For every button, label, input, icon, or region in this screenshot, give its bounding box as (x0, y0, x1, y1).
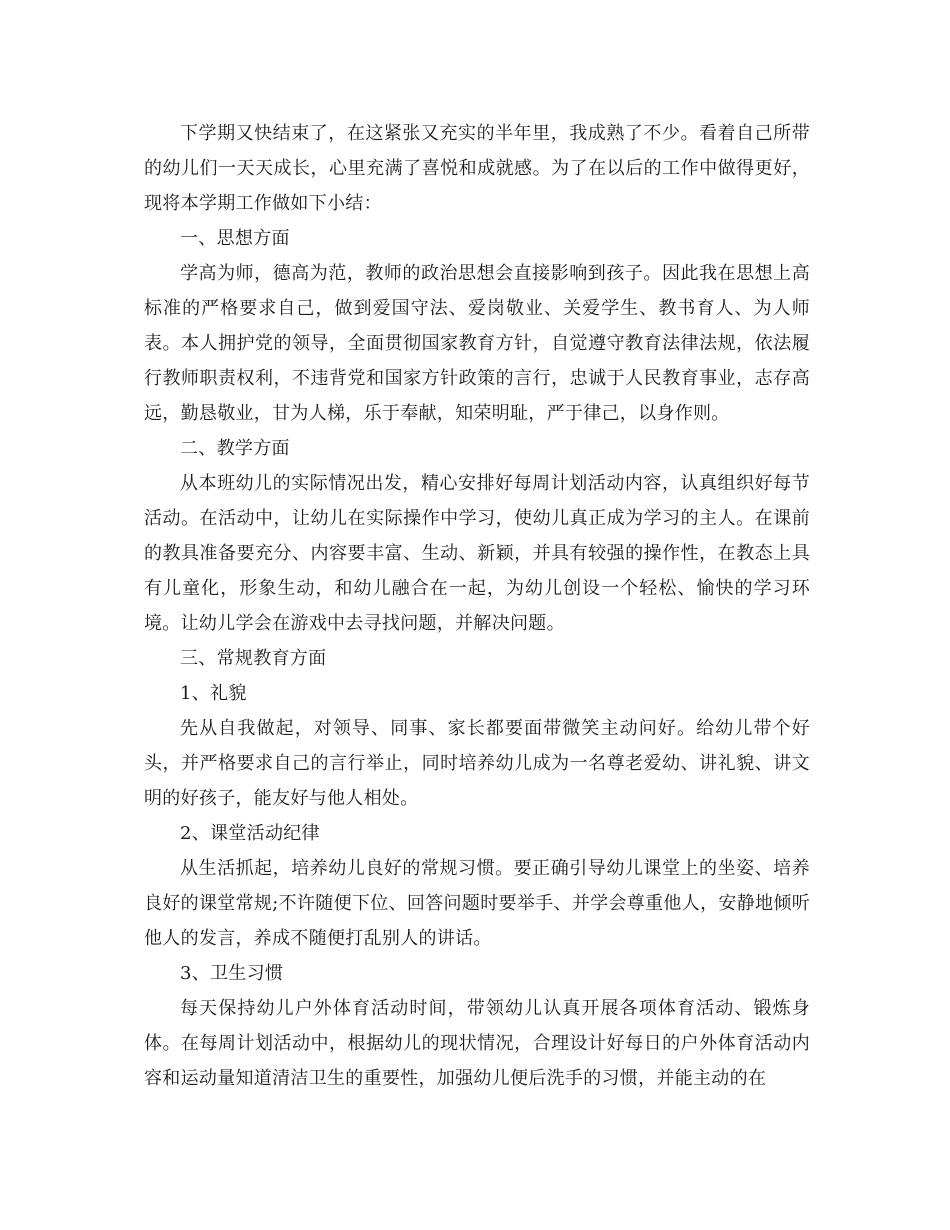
body-paragraph: 先从自我做起，对领导、同事、家长都要面带微笑主动问好。给幼儿带个好头，并严格要求自己的言行举止，同时培养幼儿成为一名尊老爱幼、讲礼貌、讲文明的好孩子，能友好与他人相处。 (144, 718, 810, 809)
section-heading-routine: 三、常规教育方面 (180, 648, 327, 669)
subheading-manners: 1、礼貌 (180, 683, 247, 704)
body-paragraph: 每天保持幼儿户外体育活动时间，带领幼儿认真开展各项体育活动、锻炼身体。在每周计划活动中，根据幼儿的现状情况，合理设计好每日的户外体育活动内容和运动量知道清洁卫生的重要性，加强幼儿便后洗手的习惯，并能主动的在 (144, 998, 810, 1089)
section-heading-thought: 一、思想方面 (180, 228, 290, 249)
section-heading-teaching: 二、教学方面 (180, 438, 290, 459)
document-body (144, 116, 810, 1096)
body-paragraph: 从生活抓起，培养幼儿良好的常规习惯。要正确引导幼儿课堂上的坐姿、培养良好的课堂常规;不许随便下位、回答问题时要举手、并学会尊重他人，安静地倾听他人的发言，养成不随便打乱别人的讲话。 (144, 858, 810, 949)
body-paragraph: 从本班幼儿的实际情况出发，精心安排好每周计划活动内容，认真组织好每节活动。在活动中，让幼儿在实际操作中学习，使幼儿真正成为学习的主人。在课前的教具准备要充分、内容要丰富、生动、新颖，并具有较强的操作性，在教态上具有儿童化，形象生动，和幼儿融合在一起，为幼儿创设一个轻松、愉快的学习环境。让幼儿学会在游戏中去寻找问题，并解决问题。 (144, 473, 810, 634)
intro-paragraph: 下学期又快结束了，在这紧张又充实的半年里，我成熟了不少。看着自己所带的幼儿们一天天成长，心里充满了喜悦和成就感。为了在以后的工作中做得更好，现将本学期工作做如下小结： (144, 123, 810, 214)
body-paragraph: 学高为师，德高为范，教师的政治思想会直接影响到孩子。因此我在思想上高标准的严格要求自己，做到爱国守法、爱岗敬业、关爱学生、教书育人、为人师表。本人拥护党的领导，全面贯彻国家教育方针，自觉遵守教育法律法规，依法履行教师职责权利，不违背党和国家方针政策的言行，忠诚于人民教育事业，志存高远，勤恳敬业，甘为人梯，乐于奉献，知荣明耻，严于律己，以身作则。 (144, 263, 810, 424)
subheading-classroom-discipline: 2、课堂活动纪律 (180, 823, 320, 844)
subheading-hygiene: 3、卫生习惯 (180, 963, 284, 984)
